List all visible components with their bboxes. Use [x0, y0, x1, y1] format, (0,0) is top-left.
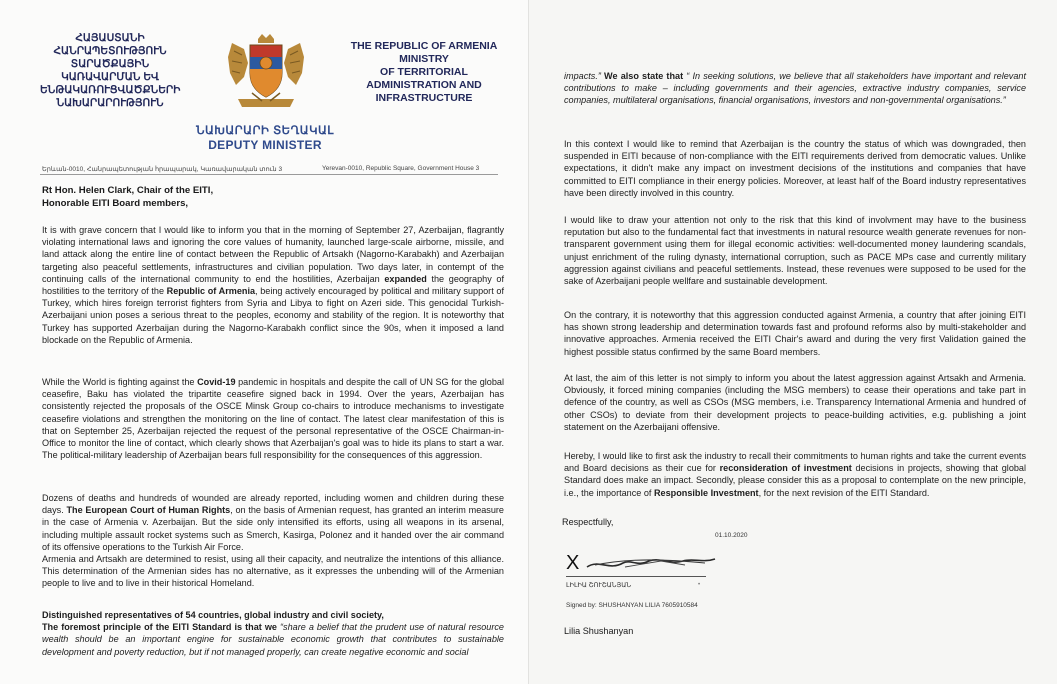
body-paragraph: While the World is fighting against the Covid-19 pandemic in hospitals and despite the call of UN SG for the global ceasefire, Baku has violated the tripartite ceasefire signed back in 1994. Over the years, Azerbaijan has consistently rejected the proposals of the OSCE Minsk Group co-chairs to introduce mechanisms to investigate ceasefire violations and strengthen the monitoring on the line of contact. The latest clear manifestation of this is that on September 25, Azerbaijan rejected the request of the personal representative of the OSCE Chairman-in-Office to monitor the line of contact, which clearly shows that Azerbaijan's goal was to hide its plans to start a war. The political-military leadership of Azerbaijan bears full responsibility for the consequences of this aggression. [42, 377, 504, 461]
ministry-english-line: INFRASTRUCTURE [375, 92, 473, 104]
deputy-minister-title-armenian: ՆԱԽԱՐԱՐԻ ՏԵՂԱԿԱԼ [196, 125, 334, 137]
body-paragraph: On the contrary, it is noteworthy that this aggression conducted against Armenia, a country that after joining EITI has shown strong leadership and determination towards fast and profound reforms also by multi-stakeholder and innovative approaches. Armenia received the EITI Chair's award and during the very first Validation gained the highest possible status confirmed by the same Board members. [564, 310, 1026, 357]
ministry-armenian-line: ԿԱՌԱՎԱՐՄԱՆ ԵՎ [61, 71, 159, 83]
closing-respectfully: Respectfully, [562, 517, 614, 527]
body-paragraph: In this context I would like to remind that Azerbaijan is the country the status of which was downgraded, then suspended in EITI because of non-compliance with the EITI requirements derived from democratic values. Unlike expectations, it didn't make any impact on investment decisions of the institutions and companies that have committed to EITI compliance in their energy policies. Moreover, at least half of the Board industry representatives have been directly involved in this country. [564, 139, 1026, 198]
signature-dot: • [698, 582, 701, 588]
salutation-line: Honorable EITI Board members, [42, 198, 189, 209]
signature-date: 01.10.2020 [715, 532, 748, 539]
body-paragraph: At last, the aim of this letter is not simply to inform you about the latest aggression against Artsakh and Armenia. Obviously, it forced mining companies (including the MSG members) to cease their operations and take part in defence of the country, as well as CSOs (MSG members, i.e. Transparency International Armenia and hundred of other CSOs) to deviate from their development projects to peace-building activities, e.g. publishing a joint statement on the Azerbaijani offensive. [564, 373, 1026, 432]
signature-mark: X [566, 552, 580, 574]
header-divider [40, 174, 498, 175]
handwritten-signature-icon [565, 549, 725, 575]
ministry-name-armenian [40, 32, 180, 110]
ministry-armenian-line: ՏԱՐԱԾՔԱՅԻՆ [70, 58, 150, 70]
armenian-coat-of-arms-icon [222, 33, 310, 115]
ministry-english-line: OF TERRITORIAL [380, 66, 468, 78]
digital-signature-info: Signed by: SHUSHANYAN LILIA 7605910584 [566, 602, 698, 609]
body-paragraph: Dozens of deaths and hundreds of wounded are already reported, including women and children during these days. The European Court of Human Rights, on the basis of Armenian request, has granted an interim measure in the case of Armenia v. Azerbaijan. But the side only intensified its efforts, using all weapons in its arsenal, including multiple assault rocket systems such as Smerch, Kasirga, Polonez and it handed over the air command of its offensive operations to the Turkish Air Force. Armenia and Artsakh are determined to resist, using all their capacity, and neutralize the intentions of this alliance. This determination of the Armenian sides has no alternative, as it expresses the unbending will of the Armenian people to live and to live in their historical Homeland. [42, 493, 504, 589]
ministry-armenian-line: ՀԱՅԱՍՏԱՆԻ [75, 32, 145, 44]
ministry-armenian-line: ՀԱՆՐԱՊԵՏՈՒԹՅՈՒՆ [53, 45, 167, 57]
salutation-line: Rt Hon. Helen Clark, Chair of the EITI, [42, 185, 214, 196]
body-paragraph: impacts.” We also state that “ In seeking solutions, we believe that all stakeholders have important and relevant contributions to make – including governments and their agencies, extractive industry companies, service companies, multilateral organisations, financial organisations, investors and non-governmental organisations.” [564, 71, 1026, 106]
letter-page-left [0, 0, 528, 684]
ministry-armenian-line: ՆԱԽԱՐԱՐՈՒԹՅՈՒՆ [56, 97, 164, 109]
address-armenian: Երևան-0010, Հանրապետության հրապարակ, Կառավարական տուն 3 [42, 166, 283, 173]
signature-line [566, 576, 706, 577]
deputy-minister-title: DEPUTY MINISTER [208, 138, 322, 152]
address-english: Yerevan-0010, Republic Square, Government House 3 [322, 165, 480, 172]
ministry-name-english [324, 40, 524, 105]
body-paragraph: Distinguished representatives of 54 countries, global industry and civil society, The foremost principle of the EITI Standard is that we “share a belief that the prudent use of natural resource wealth should be an important engine for sustainable economic growth that contributes to sustainable development and poverty reduction, but if not managed properly, can create negative economic and social [42, 610, 504, 657]
ministry-english-line: ADMINISTRATION AND [366, 79, 482, 91]
body-paragraph: Hereby, I would like to first ask the industry to recall their commitments to human rights and take the current events and Board decisions as their cue for reconsideration of investment decisions in projects, showing that global Standard does make an impact. Secondly, please consider this as a proposal to contemplate on the new principle, i.e., the importance of Responsible Investment, for the next revision of the EITI Standard. [564, 451, 1027, 498]
signatory-name: Lilia Shushanyan [564, 626, 634, 636]
salutation [42, 184, 502, 210]
ministry-english-line: THE REPUBLIC OF ARMENIA [350, 40, 498, 52]
ministry-armenian-line: ԵՆԹԱԿԱՌՈՒՑՎԱԾՔՆԵՐԻ [40, 84, 181, 96]
body-paragraph: It is with grave concern that I would like to inform you that in the morning of September 27, Azerbaijan, flagrantly violating international laws and ignoring the core values of humanity, launched large-scale airborne, missile, and land attack along the entire line of contact between the Republic of Artsakh (Nagorno-Karabakh) and Azerbaijan targeting also peaceful settlements, infrastructures and civilian population. Two days later, in contempt of the continuing calls of the international community to end the hostilities, Azerbaijan expanded the geography of hostilities to the territory of the Republic of Armenia, being actively encouraged by political and military support of Turkey, which hires foreign terrorist fighters from Syria and Libya to fight on Azeri side. This genocidal Turkish-Azerbaijani union poses a serious threat to the peoples, economy and stability of the region. It is noteworthy that Turkey has supported Azerbaijan during the Nagorno-Karabakh conflict since the 90s, when it imposed a land blockade on the Republic of Armenia. [42, 225, 504, 345]
body-paragraph: I would like to draw your attention not only to the risk that this kind of involvment may have to the business reputation but also to the fundamental fact that investments in natural resource wealth generate revenues for non-transparent government using them for illegal economic activities: well-documented money laundering scandals, unjust enrichment of the ruling dynasty, international corruption, such as PACE MPs case and currently military aggression against civilians and peaceful settlements. Instead, these revenues were supposed to be used for the sake of Azerbaijani people wellfare and sustainable development. [564, 215, 1026, 287]
ministry-english-line: MINISTRY [399, 53, 449, 65]
signatory-name-armenian: ԼԻԼԻԱ ՇՈՒՇԱՆՅԱՆ [566, 582, 631, 589]
